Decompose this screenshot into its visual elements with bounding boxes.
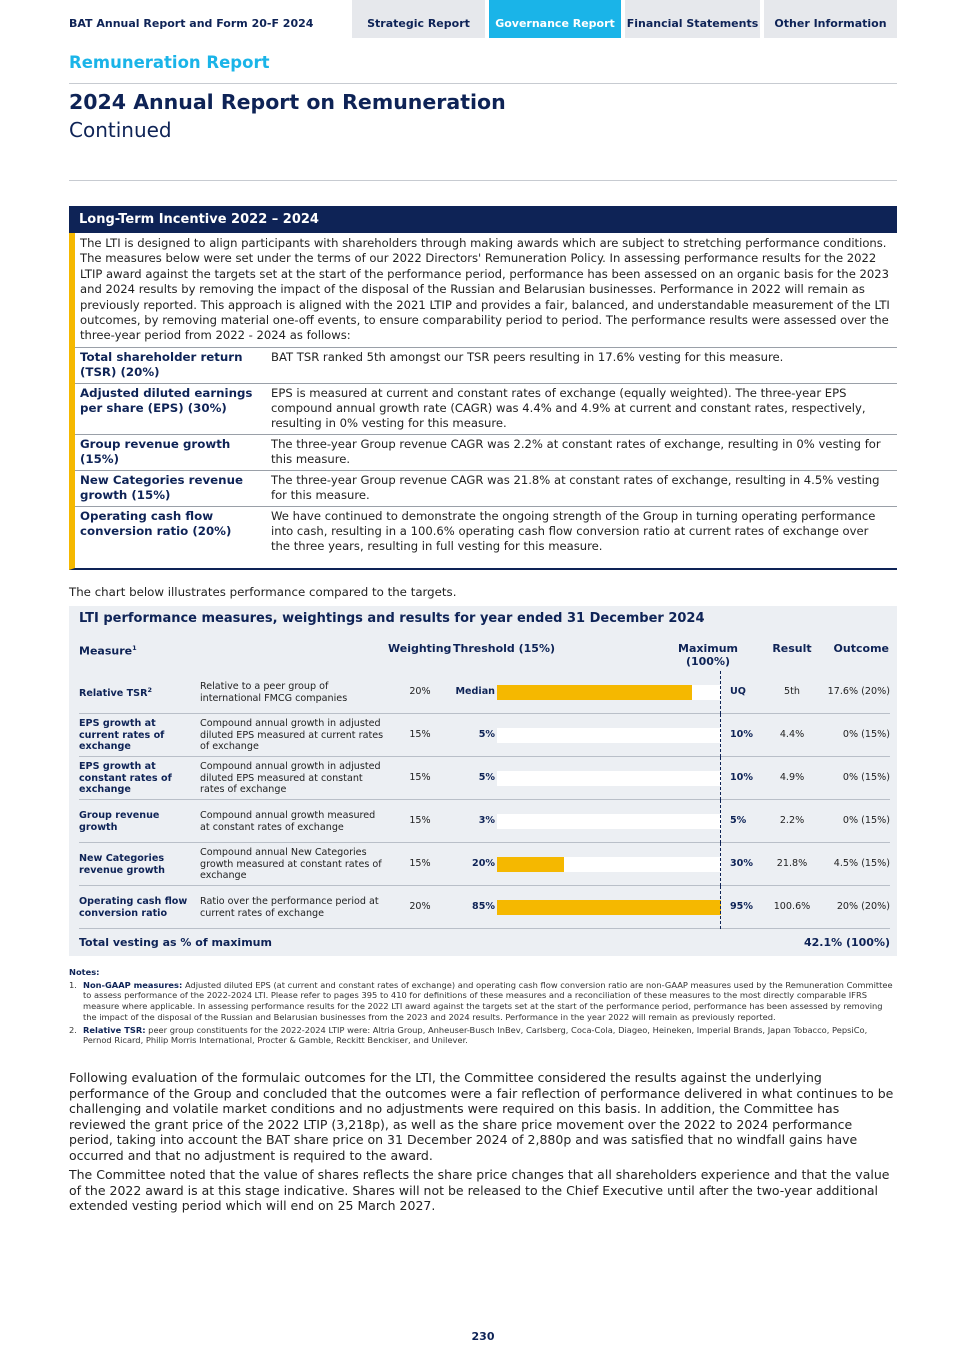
- col-header-outcome: Outcome: [833, 642, 889, 655]
- lti-result: EPS is measured at current and constant rates of exchange (equally weighted). The three-year EPS compound annual growth rate (CAGR) was 4.4% and 4.9% at current and constant rates, respectively, resulting in 0% vesting for this measure.: [271, 385, 866, 431]
- threshold-value: 5%: [478, 772, 495, 783]
- footnote-ref: 1: [132, 644, 137, 652]
- lti-measure: Total shareholder return (TSR) (20%): [80, 349, 243, 380]
- body-paragraph: Following evaluation of the formulaic outcomes for the LTI, the Committee considered the results against the underlying performance of the Group and concluded that the outcomes were a fair reflection of performance delivered in what continues to be challenging and volatile market conditions and no adjustments were required on this basis. In addition, the Committee has reviewed the grant price of the 2022 LTIP (3,218p), as well as the share price movement over the 2022 to 2024 performance period, taking into account the BAT share price on 31 December 2024 of 2,880p and was satisfied that no windfall gains have occurred and that no adjustment is required to the award.: [69, 1070, 894, 1163]
- measure-name: [79, 714, 191, 757]
- chart-row: [79, 714, 890, 757]
- threshold-value: 85%: [472, 901, 495, 912]
- maximum-value: 30%: [730, 858, 753, 869]
- page-subtitle: Continued: [69, 118, 172, 142]
- col-header-result: Result: [772, 642, 812, 655]
- outcome-value: 0% (15%): [842, 729, 890, 740]
- maximum-value: 10%: [730, 729, 753, 740]
- note-text: peer group constituents for the 2022-2024 LTIP were: Altria Group, Anheuser-Busch InBev, Carlsberg, Coca-Cola, Diageo, Heineken, Imperial Brands, Japan Tobacco, PepsiCo, Pernod Ricard, Philip Morris International, Procter & Gamble, Reckitt Benckiser, and Unilever.: [83, 1024, 868, 1046]
- divider: [69, 180, 897, 181]
- note-text: Adjusted diluted EPS (at current and constant rates of exchange) and operating cash flow conversion ratio are non-GAAP measures used by the Remuneration Committee to assess performance of the 2022-2024 LTI. Please refer to pages 395 to 410 for definitions of these measures and a reconciliation of these measures to the most directly comparable IFRS measure where applicable. In assessing performance results for the 2022 LTI award against the targets set at the start of the performance period, performance has been assessed by removing the impact of the disposal of the Russian and Belarusian businesses from the 2023 and 2024 results. Performance in the year 2022 will remain as previously reported.: [83, 979, 893, 1022]
- note-term: Non-GAAP measures:: [83, 979, 183, 990]
- lti-heading: Long-Term Incentive 2022 – 2024: [69, 206, 897, 233]
- lti-measure: Adjusted diluted earnings per share (EPS) (30%): [80, 385, 253, 416]
- lti-panel: [69, 206, 897, 570]
- performance-bar-track: [497, 814, 721, 829]
- description-text: Compound annual growth measured at constant rates of exchange: [200, 809, 376, 833]
- lti-result: BAT TSR ranked 5th amongst our TSR peers resulting in 17.6% vesting for this measure.: [271, 349, 784, 364]
- measure-description: [200, 757, 386, 800]
- maximum-marker: [720, 800, 721, 843]
- measure-description: [200, 714, 386, 757]
- maximum-value: 95%: [730, 901, 753, 912]
- total-label: Total vesting as % of maximum: [79, 936, 272, 949]
- lti-measure: New Categories revenue growth (15%): [80, 472, 243, 503]
- page-number: 230: [471, 1330, 495, 1343]
- lti-measure: Group revenue growth (15%): [80, 436, 231, 467]
- weighting-value: 15%: [409, 772, 431, 783]
- report-brand: BAT Annual Report and Form 20-F 2024: [69, 17, 314, 30]
- lti-body: [69, 233, 897, 570]
- threshold-value: 3%: [478, 815, 495, 826]
- measure-label: Operating cash flow conversion ratio: [79, 895, 188, 919]
- performance-bar-track: [497, 771, 721, 786]
- measure-description: [200, 671, 386, 714]
- measure-description: [200, 800, 386, 843]
- maximum-value: UQ: [730, 686, 746, 697]
- weighting-value: 15%: [409, 729, 431, 740]
- weighting-value: 20%: [409, 901, 431, 912]
- lti-measure: Operating cash flow conversion ratio (20%): [80, 508, 232, 538]
- threshold-value: Median: [455, 686, 495, 697]
- threshold-value: 20%: [472, 858, 495, 869]
- performance-bar: [497, 685, 692, 700]
- performance-bar-track: [497, 685, 721, 700]
- outcome-value: 17.6% (20%): [827, 686, 890, 697]
- lti-row: [75, 434, 897, 470]
- notes-heading: Notes:: [69, 967, 100, 977]
- total-value: 42.1% (100%): [803, 936, 890, 949]
- measure-label: Relative TSR: [79, 688, 148, 700]
- description-text: Compound annual growth in adjusted diluted EPS measured at current rates of exchange: [200, 718, 384, 753]
- lti-intro: The LTI is designed to align participants with shareholders through making awards which are subject to stretching performance conditions. The measures below were set under the terms of our 2022 Directors' Remuneration Policy. In assessing performance results for the 2022 LTIP award against the targets set at the start of the performance period, performance has been assessed on an organic basis for the 2023 and 2024 results by removing the impact of the disposal of the Russian and Belarusian businesses. Performance in 2022 will remain as previously reported. This approach is aligned with the 2021 LTIP and provides a fair, balanced, and understandable measurement of the LTI outcomes, by removing material one-off events, to ensure comparability period to period. The performance results were assessed over the three-year period from 2022 - 2024 as follows:: [80, 236, 890, 343]
- maximum-marker: [720, 671, 721, 714]
- note-number: 2.: [69, 1024, 77, 1035]
- note-item: [69, 1025, 897, 1046]
- outcome-value: 4.5% (15%): [833, 858, 890, 869]
- measure-name: [79, 757, 191, 800]
- col-header-maximum-line2: (100%): [685, 655, 731, 668]
- note-number: 1.: [69, 979, 77, 990]
- lti-row: [75, 470, 897, 506]
- chart-row: [79, 757, 890, 800]
- result-value: 4.9%: [779, 772, 805, 783]
- description-text: Compound annual New Categories growth measured at constant rates of exchange: [200, 847, 382, 882]
- chart-row: [79, 843, 890, 886]
- result-value: 2.2%: [779, 815, 805, 826]
- lti-result: The three-year Group revenue CAGR was 2.2% at constant rates of exchange, resulting in 0% vesting for this measure.: [271, 436, 881, 467]
- performance-bar-track: [497, 857, 721, 872]
- measure-name: [79, 886, 191, 929]
- measure-name: [79, 671, 191, 714]
- lti-result: The three-year Group revenue CAGR was 21.8% at constant rates of exchange, resulting in 4.5% vesting for this measure.: [271, 472, 880, 503]
- result-value: 21.8%: [776, 858, 808, 869]
- tab-governance-report[interactable]: Governance Report: [489, 0, 621, 38]
- footnote-ref: 2: [147, 686, 153, 695]
- result-value: 100.6%: [773, 901, 811, 912]
- performance-bar-track: [497, 900, 721, 915]
- performance-bar: [497, 857, 564, 872]
- chart-row: [79, 800, 890, 843]
- maximum-value: 5%: [730, 815, 747, 826]
- maximum-marker: [720, 843, 721, 886]
- page-title: 2024 Annual Report on Remuneration: [69, 90, 506, 114]
- chart-row: [79, 886, 890, 929]
- notes: [69, 967, 897, 1046]
- chart-lead: The chart below illustrates performance compared to the targets.: [69, 585, 457, 599]
- measure-label: Group revenue growth: [79, 809, 160, 833]
- measure-description: [200, 843, 386, 886]
- maximum-value: 10%: [730, 772, 753, 783]
- note-item: [69, 980, 897, 1023]
- measure-description: [200, 886, 386, 929]
- col-header-measure: [79, 642, 137, 658]
- measure-name: [79, 843, 191, 886]
- maximum-marker: [720, 757, 721, 800]
- col-header-maximum-line1: Maximum: [678, 642, 738, 655]
- performance-bar: [497, 900, 721, 915]
- outcome-value: 0% (15%): [842, 815, 890, 826]
- lti-row: [75, 347, 897, 383]
- section-label: Remuneration Report: [69, 53, 270, 72]
- tab-other-information[interactable]: Other Information: [764, 0, 897, 38]
- threshold-value: 5%: [478, 729, 495, 740]
- result-value: 4.4%: [779, 729, 805, 740]
- description-text: Ratio over the performance period at current rates of exchange: [200, 895, 379, 919]
- note-term: Relative TSR:: [83, 1024, 146, 1035]
- lti-performance-chart: [69, 606, 897, 956]
- maximum-marker: [720, 714, 721, 757]
- weighting-value: 15%: [409, 815, 431, 826]
- description-text: Compound annual growth in adjusted diluted EPS measured at constant rates of exchange: [200, 761, 381, 796]
- measure-label: EPS growth at current rates of exchange: [79, 718, 165, 753]
- result-value: 5th: [784, 686, 800, 697]
- tab-financial-statements[interactable]: Financial Statements: [625, 0, 760, 38]
- col-header-maximum: [671, 642, 745, 668]
- outcome-value: 0% (15%): [842, 772, 890, 783]
- col-header-weighting: Weighting: [388, 642, 452, 655]
- measure-label: New Categories revenue growth: [79, 852, 165, 876]
- body-paragraph: The Committee noted that the value of shares reflects the share price changes that all shareholders experience and that the value of the 2022 award is at this stage indicative. Shares will not be released to the Chief Executive until after the two-year additional extended vesting period which will end on 25 March 2027.: [69, 1167, 890, 1213]
- weighting-value: 20%: [409, 686, 431, 697]
- performance-bar-track: [497, 728, 721, 743]
- col-header-measure-label: Measure: [79, 644, 133, 658]
- chart-title: LTI performance measures, weightings and results for year ended 31 December 2024: [79, 611, 705, 626]
- measure-label: EPS growth at constant rates of exchange: [79, 761, 172, 796]
- top-navigation: [0, 0, 966, 38]
- measure-name: [79, 800, 191, 843]
- outcome-value: 20% (20%): [836, 901, 890, 912]
- divider: [69, 83, 897, 84]
- weighting-value: 15%: [409, 858, 431, 869]
- chart-row: [79, 671, 890, 714]
- maximum-marker: [720, 886, 721, 929]
- lti-row: [75, 383, 897, 434]
- col-header-threshold: Threshold (15%): [453, 642, 556, 655]
- lti-result: We have continued to demonstrate the ongoing strength of the Group in turning operating performance into cash, resulting in a 100.6% operating cash flow conversion ratio at current rates of exchange over the three years, resulting in full vesting for this measure.: [271, 508, 876, 554]
- lti-row: [75, 506, 897, 557]
- description-text: Relative to a peer group of international FMCG companies: [200, 680, 348, 704]
- tab-strategic-report[interactable]: Strategic Report: [352, 0, 485, 38]
